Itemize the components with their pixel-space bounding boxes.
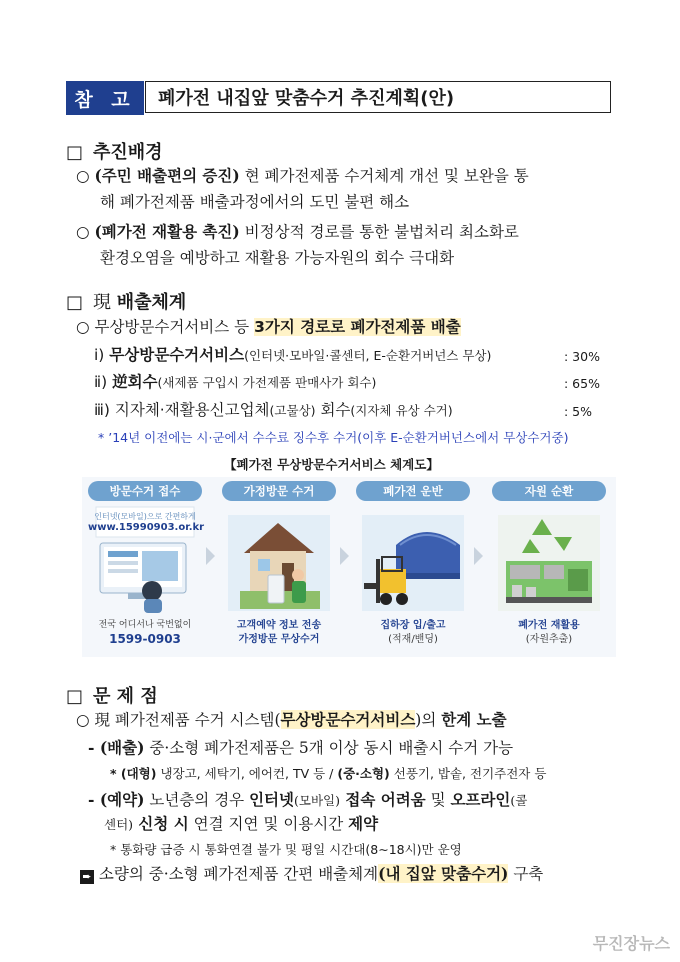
problem-item-reservation-line-2: 센터) 신청 시 연결 지연 및 이용시간 제약 <box>104 814 379 833</box>
service-flow-diagram <box>82 477 616 657</box>
watermark: 무진장뉴스 <box>592 934 670 953</box>
panel-caption-line-2: 1599-0903 <box>109 632 181 646</box>
reference-badge: 참 고 <box>66 81 144 115</box>
panel-caption-line-2: 가정방문 무상수거 <box>238 634 320 645</box>
route-row: ⅱ) 逆회수(새제품 구입시 가전제품 판매사가 회수) : 65% <box>94 373 600 391</box>
background-item-1-line-1: ○ (주민 배출편의 증진) 현 폐가전제품 수거체계 개선 및 보완을 통 <box>76 166 529 185</box>
flow-panel-recycling <box>492 481 606 651</box>
history-note: * ’14년 이전에는 시·군에서 수수료 징수후 수거(이후 E-순환거버넌스에서 무상수거중) <box>98 430 569 445</box>
panel-caption-line-2: (자원추출) <box>525 634 573 645</box>
panel-caption-line-1: 폐가전 재활용 <box>518 620 580 631</box>
panel-heading: 방문수거 접수 <box>88 481 202 501</box>
problem-item-disposal: - (배출) 중·소형 폐가전제품은 5개 이상 동시 배출시 수거 가능 <box>88 738 514 757</box>
panel-heading: 폐가전 운반 <box>356 481 470 501</box>
diagram-caption: 【폐가전 무상방문수거서비스 체계도】 <box>224 457 439 472</box>
online-label: 인터넷(모바일)으로 간편하게 <box>94 512 196 521</box>
panel-heading: 가정방문 수거 <box>222 481 336 501</box>
conclusion-line: ➨ 소량의 중·소형 폐가전제품 간편 배출체계(내 집앞 맞춤수거) 구축 <box>80 864 543 884</box>
background-item-2-line-1: ○ (폐가전 재활용 촉진) 비정상적 경로를 통한 불법처리 최소화로 <box>76 222 519 241</box>
section-background-heading <box>66 138 163 164</box>
service-url: www.15990903.or.kr <box>88 522 205 533</box>
house-worker-icon <box>222 505 336 615</box>
recycling-plant-icon <box>492 505 606 615</box>
flow-arrow-icon <box>340 547 349 565</box>
flow-arrow-icon <box>474 547 483 565</box>
section-title: 추진배경 <box>93 142 163 163</box>
route-row: ⅰ) 무상방문수거서비스(인터넷·모바일·콜센터, E-순환거버넌스 무상) : 30% <box>94 346 600 364</box>
flow-panel-reception <box>88 481 205 651</box>
section-problems-heading: □ 문 제 점 <box>66 686 158 707</box>
problems-intro: ○ 現 폐가전제품 수거 시스템(무상방문수거서비스)의 한계 노출 <box>76 710 507 729</box>
panel-caption-line-1: 고객예약 정보 전송 <box>236 620 322 631</box>
warehouse-forklift-icon <box>356 505 470 615</box>
panel-caption-line-1: 집하장 입/출고 <box>380 620 446 631</box>
current-system-intro: ○ 무상방문수거서비스 등 3가지 경로로 폐가전제품 배출 <box>76 318 461 336</box>
panel-heading: 자원 순환 <box>492 481 606 501</box>
flow-arrow-icon <box>206 547 215 565</box>
problem-item-disposal-note: * (대형) 냉장고, 세탁기, 에어컨, TV 등 / (중·소형) 선풍기, 밥솥, 전기주전자 등 <box>110 766 547 781</box>
section-marker: □ <box>66 142 84 163</box>
problem-item-reservation-note: * 통화량 급증 시 통화연결 불가 및 평일 시간대(8∼18시)만 운영 <box>110 842 462 857</box>
route-row: ⅲ) 지자체·재활용신고업체(고물상) 회수(지자체 유상 수거) : 5% <box>94 401 593 419</box>
flow-panel-transport <box>356 481 470 651</box>
section-current-system-heading: □ 現 배출체계 <box>66 292 187 313</box>
background-item-1-line-2: 해 폐가전제품 배출과정에서의 도민 불편 해소 <box>100 193 410 211</box>
panel-caption-line-1: 전국 어디서나 국번없이 <box>98 620 192 630</box>
flow-panel-home-visit <box>222 481 336 651</box>
right-arrow-box-icon: ➨ <box>80 870 94 884</box>
panel-caption-line-2: (적재/밴딩) <box>388 634 438 645</box>
background-item-2-line-2: 환경오염을 예방하고 재활용 가능자원의 회수 극대화 <box>100 249 455 267</box>
page-title: 폐가전 내집앞 맞춤수거 추진계획(안) <box>145 81 611 113</box>
problem-item-reservation-line-1: - (예약) 노년층의 경우 인터넷(모바일) 접속 어려움 및 오프라인(콜 <box>88 790 528 809</box>
